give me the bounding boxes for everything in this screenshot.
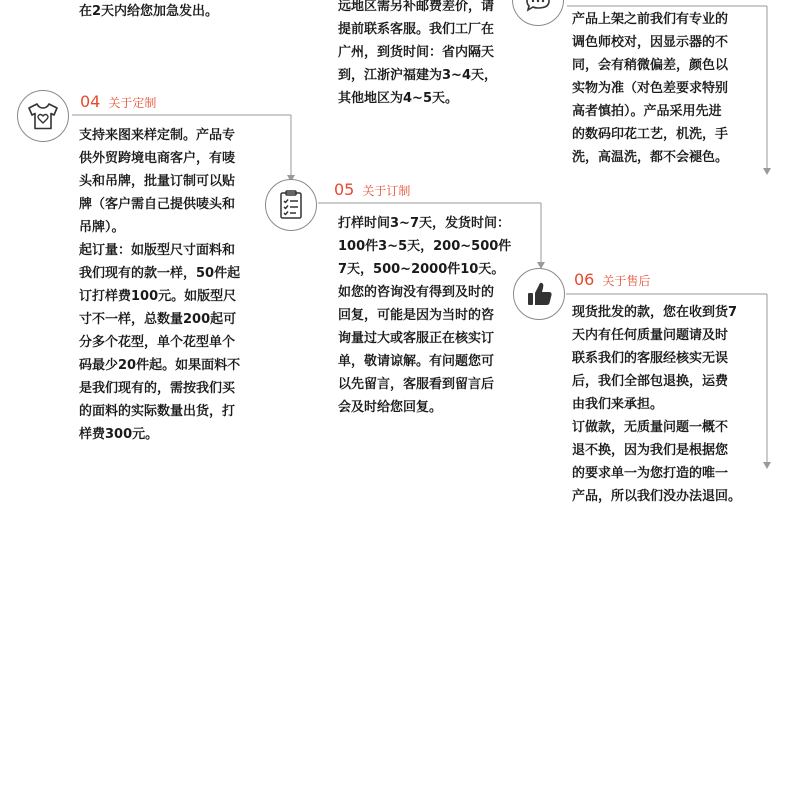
order-icon-circle <box>265 179 317 231</box>
section-06-number: 06 <box>574 270 595 289</box>
color-quality-text: 产品上架之前我们有专业的 调色师校对，因显示器的不 同，会有稍微偏差，颜色以 实物为准（对色差要求特别 高者慎拍）。产品采用先进 的数码印花工艺，机洗，手 洗，高温洗，都不会褪色。 <box>572 12 729 165</box>
chat-bubble-icon-circle <box>512 0 564 26</box>
section-05-header <box>334 180 410 199</box>
section-04-header <box>80 92 156 111</box>
section-04-title: 关于定制 <box>108 96 157 110</box>
section-06-title: 关于售后 <box>602 274 651 288</box>
clipboard-check-icon <box>266 180 316 230</box>
section-05-body: 打样时间3~7天，发货时间： 100件3~5天，200~500件 7天，500~2000件10天。 如您的咨询没有得到及时的 回复，可能是因为当时的咨 询量过大或客服正在核实订 单，敬请谅解。有问题您可 以先留言，客服看到留言后 会及时给您回复。 <box>338 216 512 415</box>
customization-icon-circle <box>17 90 69 142</box>
thumbs-up-icon <box>514 269 564 319</box>
tshirt-heart-icon <box>18 91 68 141</box>
section-06-body: 现货批发的款，您在收到货7 天内有任何质量问题请及时 联系我们的客服经核实无误 后，我们全部包退换，运费 由我们来承担。 订做款，无质量问题一概不 退不换，因为我们是根据您 的要求单一为您打造的唯一 产品，所以我们没办法退回。 <box>572 305 742 504</box>
shipping-text-fragment: 在2天内给您加急发出。 <box>79 4 219 19</box>
section-06-header <box>574 270 650 289</box>
section-05-number: 05 <box>334 180 355 199</box>
section-04-body: 支持来图来样定制。产品专 供外贸跨境电商客户，有唛 头和吊牌，批量订制可以贴 牌（客户需自己提供唛头和 吊牌）。 起订量：如版型尺寸面料和 我们现有的款一样，50件起 订打样费100元。如版型尺 寸不一样，总数量200起可 分多个花型，单个花型单个 码最少20件起。如果面料不 是我们现有的，需按我们买 的面料的实际数量出货，打 样费300元。 <box>79 128 241 442</box>
after-sales-icon-circle <box>513 268 565 320</box>
chat-bubble-icon <box>513 0 563 25</box>
section-04-number: 04 <box>80 92 101 111</box>
shipping-info-text: 远地区需另补邮费差价，请 提前联系客服。我们工厂在 广州，到货时间：省内隔天 到，江浙沪福建为3~4天， 其他地区为4~5天。 <box>338 0 497 106</box>
section-05-title: 关于订制 <box>362 184 411 198</box>
